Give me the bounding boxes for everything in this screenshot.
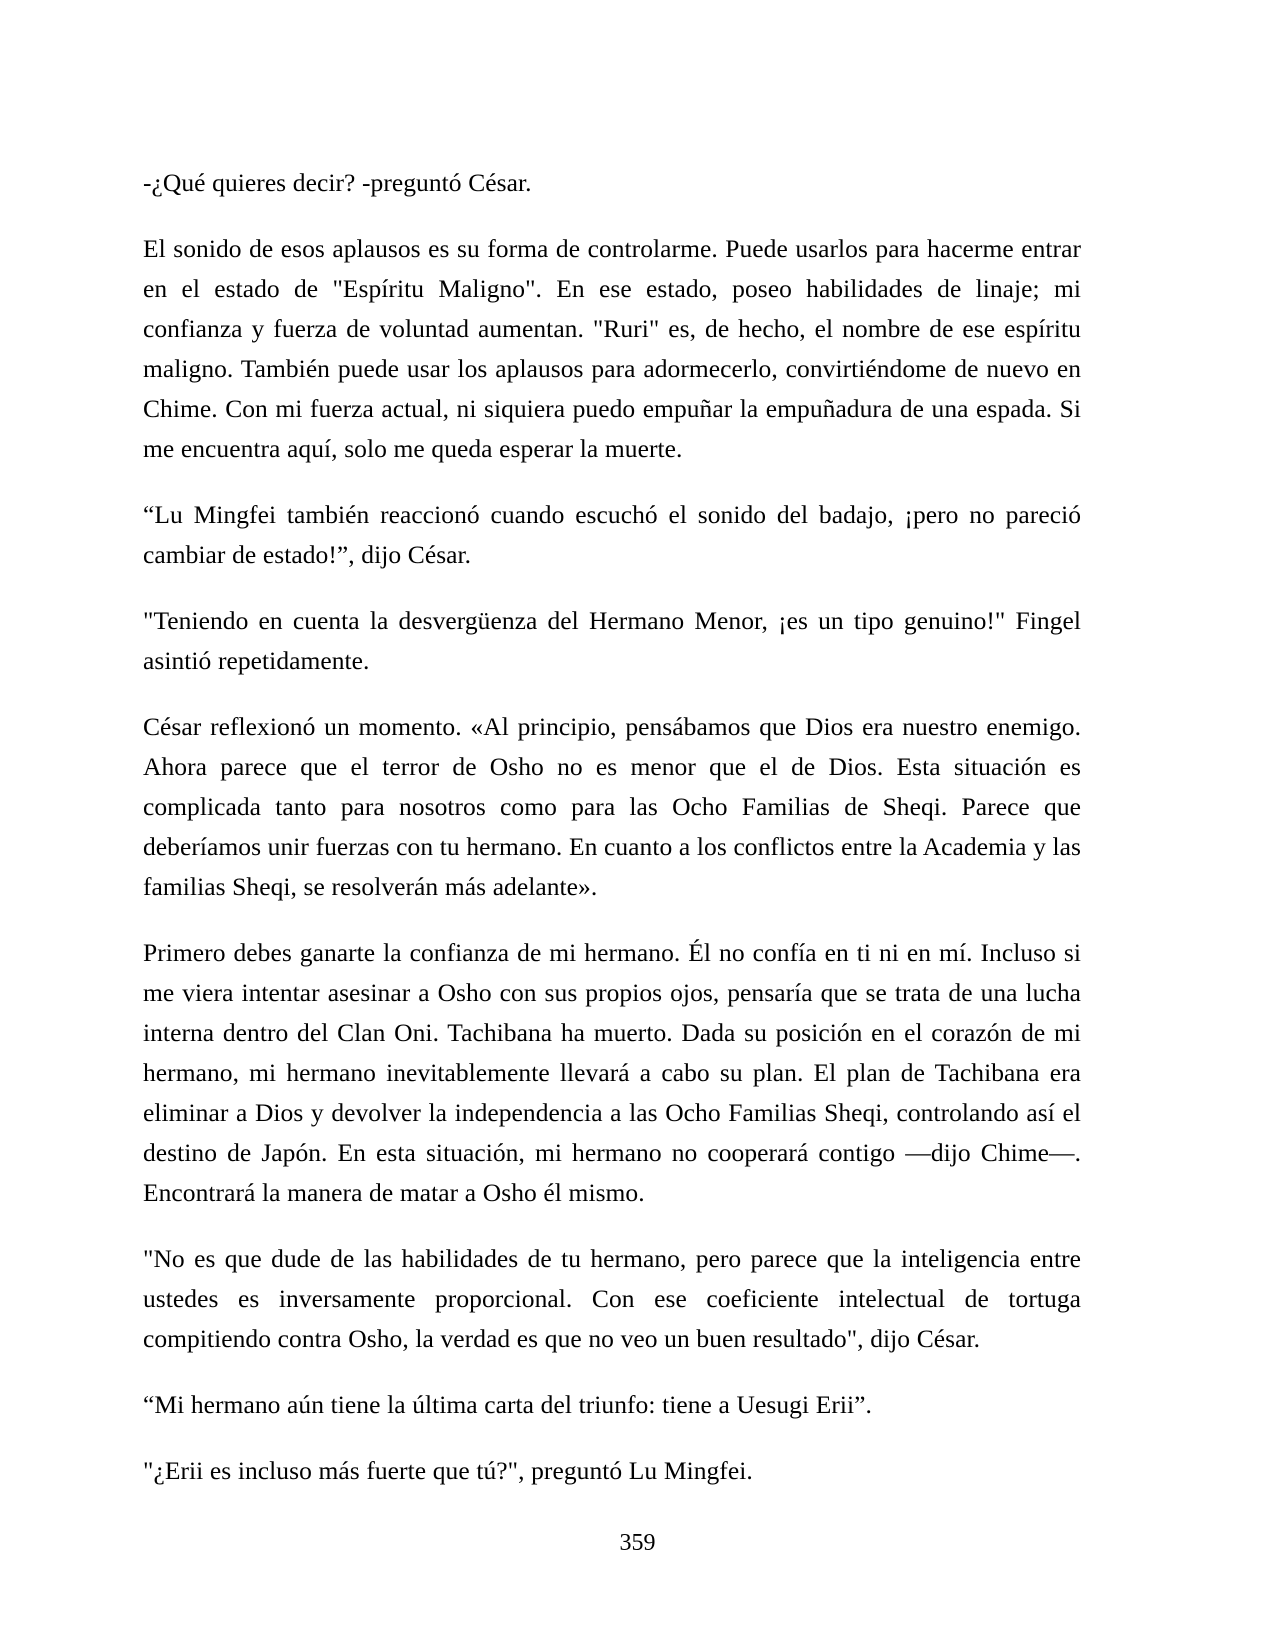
paragraph-4: "Teniendo en cuenta la desvergüenza del Hermano Menor, ¡es un tipo genuino!" Fingel asintió repetidamente. (143, 606, 1081, 675)
paragraph-8: “Mi hermano aún tiene la última carta del triunfo: tiene a Uesugi Erii”. (143, 1390, 872, 1419)
paragraph-9: "¿Erii es incluso más fuerte que tú?", preguntó Lu Mingfei. (143, 1456, 753, 1485)
paragraph-3: “Lu Mingfei también reaccionó cuando escuchó el sonido del badajo, ¡pero no pareció cambiar de estado!”, dijo César. (143, 500, 1081, 569)
paragraph-7: "No es que dude de las habilidades de tu hermano, pero parece que la inteligencia entre ustedes es inversamente proporcional. Con ese coeficiente intelectual de tortuga compitiendo contra Osho, la verdad es que no veo un buen resultado", dijo César. (143, 1244, 1081, 1353)
paragraph-5: César reflexionó un momento. «Al principio, pensábamos que Dios era nuestro enemigo. Ahora parece que el terror de Osho no es menor que el de Dios. Esta situación es complicada tanto para nosotros como para las Ocho Familias de Sheqi. Parece que deberíamos unir fuerzas con tu hermano. En cuanto a los conflictos entre la Academia y las familias Sheqi, se resolverán más adelante». (143, 712, 1081, 901)
paragraph-2: El sonido de esos aplausos es su forma de controlarme. Puede usarlos para hacerme entrar en el estado de "Espíritu Maligno". En ese estado, poseo habilidades de linaje; mi confianza y fuerza de voluntad aumentan. "Ruri" es, de hecho, el nombre de ese espíritu maligno. También puede usar los aplausos para adormecerlo, convirtiéndome de nuevo en Chime. Con mi fuerza actual, ni siquiera puedo empuñar la empuñadura de una espada. Si me encuentra aquí, solo me queda esperar la muerte. (143, 234, 1081, 463)
paragraph-6: Primero debes ganarte la confianza de mi hermano. Él no confía en ti ni en mí. Incluso si me viera intentar asesinar a Osho con sus propios ojos, pensaría que se trata de una lucha interna dentro del Clan Oni. Tachibana ha muerto. Dada su posición en el corazón de mi hermano, mi hermano inevitablemente llevará a cabo su plan. El plan de Tachibana era eliminar a Dios y devolver la independencia a las Ocho Familias Sheqi, controlando así el destino de Japón. En esta situación, mi hermano no cooperará contigo —dijo Chime—. Encontrará la manera de matar a Osho él mismo. (143, 938, 1081, 1207)
paragraph-1: -¿Qué quieres decir? -preguntó César. (143, 168, 532, 197)
body-text-column (143, 163, 1081, 1491)
page-number: 359 (619, 1530, 656, 1556)
